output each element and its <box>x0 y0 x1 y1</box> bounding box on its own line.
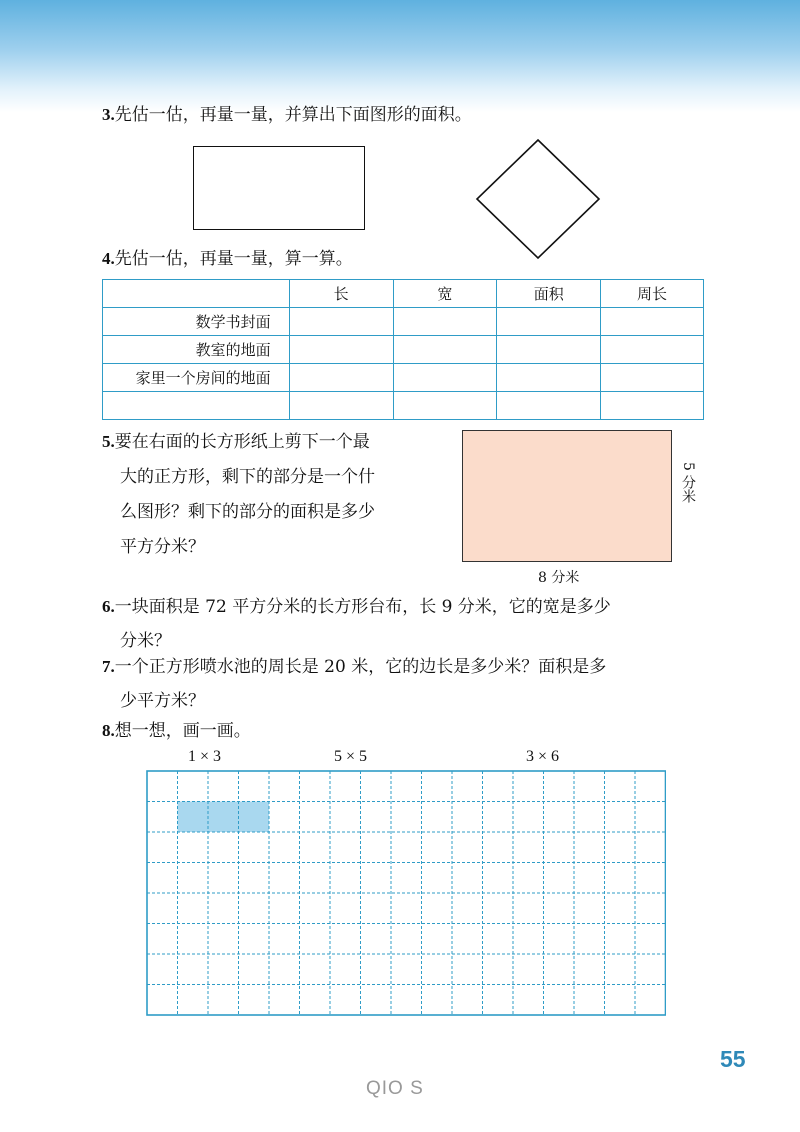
question-6-line: 一块面积是 72 平方分米的长方形台布，长 9 分米，它的宽是多少 <box>114 597 611 617</box>
question-8-number: 8. <box>102 721 115 740</box>
diamond-figure <box>473 138 603 262</box>
page-number: 55 <box>720 1046 746 1072</box>
question-6-number: 6. <box>102 597 115 616</box>
blank-cell[interactable] <box>289 336 393 364</box>
question-3-number: 3. <box>102 105 115 124</box>
question-5 <box>102 424 375 565</box>
question-7-line: 一个正方形喷水池的周长是 20 米，它的边长是多少米？面积是多 <box>114 657 607 677</box>
table-row <box>103 392 704 420</box>
blank-cell[interactable] <box>289 308 393 336</box>
measurement-table <box>102 279 704 420</box>
question-7 <box>102 650 606 718</box>
height-label: 5 分米 <box>680 462 696 504</box>
question-8-text: 想一想，画一画。 <box>114 721 251 741</box>
row-label: 教室的地面 <box>103 336 290 364</box>
blank-cell[interactable] <box>289 364 393 392</box>
drawing-grid[interactable] <box>146 770 666 1020</box>
rectangle-figure <box>193 146 365 230</box>
table-row <box>103 308 704 336</box>
row-label: 数学书封面 <box>103 308 290 336</box>
question-4-number: 4. <box>102 249 115 268</box>
question-6-line: 分米？ <box>120 631 171 651</box>
question-5-line: 要在右面的长方形纸上剪下一个最 <box>114 432 370 452</box>
blank-cell[interactable] <box>393 336 497 364</box>
blank-cell[interactable] <box>497 364 601 392</box>
blank-cell[interactable] <box>601 308 704 336</box>
header-cell-width: 宽 <box>393 280 497 308</box>
grid-label-5x5: 5 × 5 <box>334 748 368 765</box>
question-5-line: 么图形？剩下的部分的面积是多少 <box>120 502 375 522</box>
question-5-line: 平方分米？ <box>120 537 205 557</box>
rectangle-paper-figure <box>462 430 672 562</box>
blank-cell[interactable] <box>497 336 601 364</box>
blank-cell[interactable] <box>393 364 497 392</box>
header-cell-length: 长 <box>289 280 393 308</box>
blank-cell[interactable] <box>497 308 601 336</box>
question-3 <box>102 98 472 132</box>
width-label: 8 分米 <box>538 570 580 586</box>
grid-label-1x3: 1 × 3 <box>188 748 222 765</box>
header-cell-empty <box>103 280 290 308</box>
question-3-text: 先估一估，再量一量，并算出下面图形的面积。 <box>114 105 472 125</box>
blank-cell[interactable] <box>601 336 704 364</box>
question-4 <box>102 242 353 276</box>
question-7-number: 7. <box>102 657 115 676</box>
table-row <box>103 364 704 392</box>
table-header-row <box>103 280 704 308</box>
question-4-text: 先估一估，再量一量，算一算。 <box>114 249 353 269</box>
blank-cell[interactable] <box>601 364 704 392</box>
header-cell-area: 面积 <box>497 280 601 308</box>
blank-cell[interactable] <box>393 308 497 336</box>
question-5-line: 大的正方形，剩下的部分是一个什 <box>120 467 375 487</box>
blank-cell[interactable] <box>601 392 704 420</box>
blank-cell[interactable] <box>393 392 497 420</box>
shaded-example-1x3 <box>178 802 270 833</box>
question-6 <box>102 590 611 658</box>
blank-cell[interactable] <box>289 392 393 420</box>
header-band <box>0 0 800 112</box>
grid-label-3x6: 3 × 6 <box>526 748 560 765</box>
blank-cell[interactable] <box>497 392 601 420</box>
watermark: QIO S <box>366 1078 424 1099</box>
header-cell-perimeter: 周长 <box>601 280 704 308</box>
question-7-line: 少平方米？ <box>120 691 205 711</box>
question-8 <box>102 714 251 748</box>
row-label: 家里一个房间的地面 <box>103 364 290 392</box>
table-row <box>103 336 704 364</box>
question-5-number: 5. <box>102 432 115 451</box>
row-label <box>103 392 290 420</box>
